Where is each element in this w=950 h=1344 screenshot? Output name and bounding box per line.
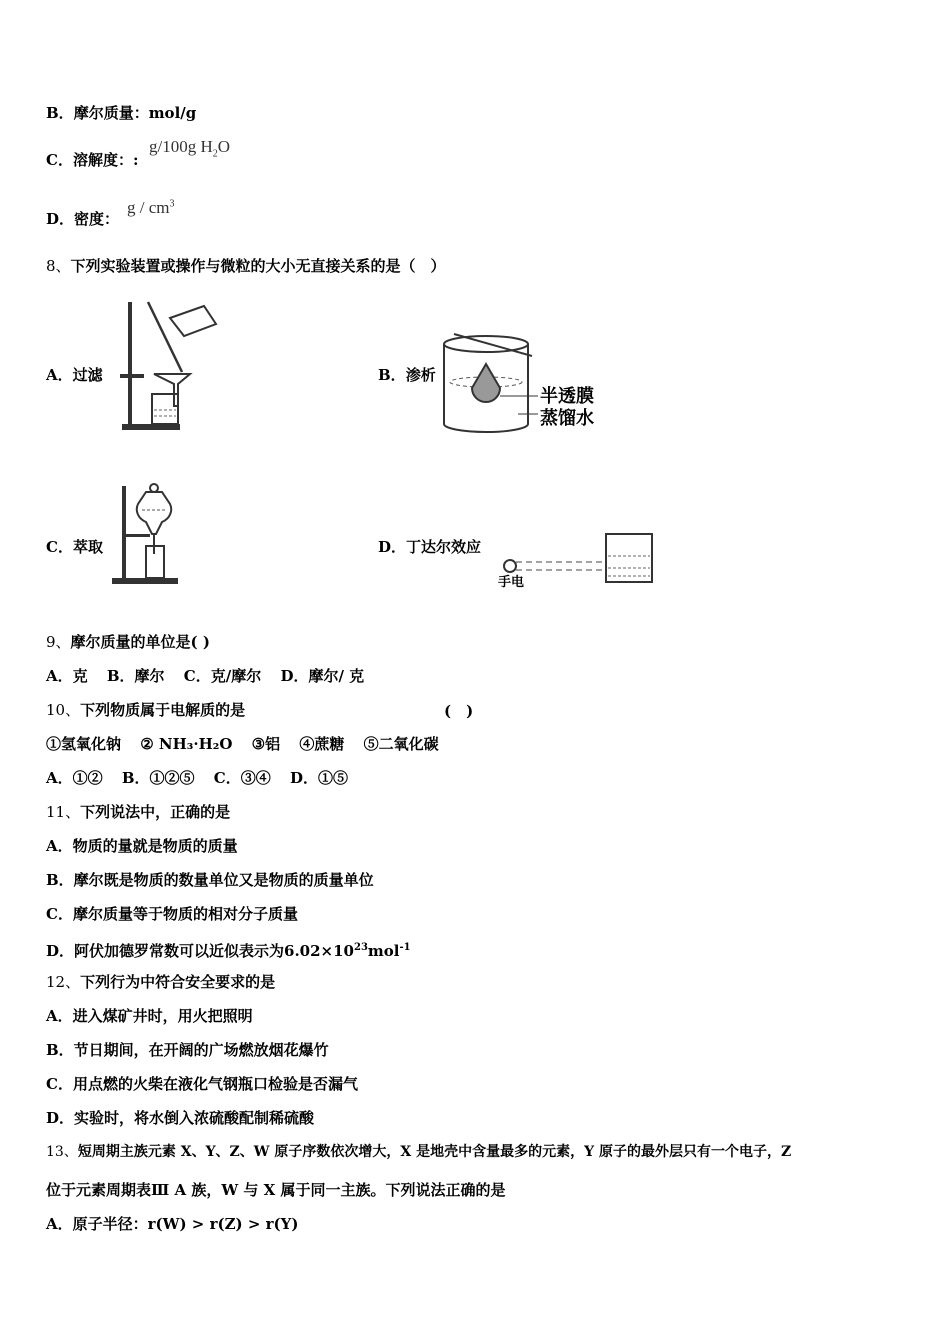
q11-option-b: B．摩尔既是物质的数量单位又是物质的质量单位 [46, 871, 374, 889]
q10-stem: 10、下列物质属于电解质的是 [46, 701, 246, 719]
q7-d-unit: g / $cm^3$ [127, 198, 175, 217]
q13-stem-line1: 13、短周期主族元素 X、Y、Z、W 原子序数依次增大，X 是地壳中含量最多的元素，Y 原子的最外层只有一个电子，Z [46, 1144, 792, 1160]
q10-option-c: C．③④ [213, 769, 271, 787]
q9-option-a: A．克 [46, 667, 88, 685]
q12-stem: 12、下列行为中符合安全要求的是 [46, 973, 276, 991]
q11-option-c: C．摩尔质量等于物质的相对分子质量 [46, 905, 298, 923]
q8-option-b: B．渗析 [378, 366, 436, 384]
q12-option-d: D．实验时，将水倒入浓硫酸配制稀硫酸 [46, 1109, 315, 1127]
q9-option-b: B．摩尔 [106, 667, 165, 685]
tyndall-figure [496, 528, 666, 592]
q7-c-unit: g/100g $H_2O$ [149, 137, 231, 160]
q10-option-a: A．①② [46, 769, 103, 787]
dialysis-membrane-label: 半透膜 [540, 386, 594, 407]
q12-option-b: B．节日期间，在开阔的广场燃放烟花爆竹 [46, 1041, 329, 1059]
q13-option-a: A．原子半径：r(W) > r(Z) > r(Y) [46, 1215, 299, 1233]
q8-option-d: D．丁达尔效应 [378, 538, 482, 556]
q10-item-3: ③铝 [251, 735, 281, 753]
dialysis-water-label: 蒸馏水 [540, 408, 594, 429]
q13-stem-line2: 位于元素周期表Ⅲ A 族，W 与 X 属于同一主族。下列说法正确的是 [46, 1181, 506, 1199]
q10-item-2: ② NH₃·H₂O [140, 735, 233, 753]
q9-stem: 9、摩尔质量的单位是( ) [46, 633, 210, 651]
q11-option-a: A．物质的量就是物质的质量 [46, 837, 238, 855]
q7-option-b: B．摩尔质量：mol/g [46, 104, 197, 122]
q10-item-5: ⑤二氧化碳 [363, 735, 439, 753]
q8-option-a: A．过滤 [46, 366, 103, 384]
filtration-figure [118, 298, 223, 434]
q9-option-d: D．摩尔/ 克 [280, 667, 365, 685]
q12-option-a: A．进入煤矿井时，用火把照明 [46, 1007, 253, 1025]
q10-bracket: ( ) [444, 702, 474, 720]
extraction-figure [110, 482, 182, 586]
q9-options [46, 666, 364, 686]
q9-option-c: C．克/摩尔 [183, 667, 262, 685]
q11-option-d: D．阿伏加德罗常数可以近似表示为$6.02\times 10^{23}mol^{-1}$ [46, 942, 411, 960]
q7-option-d: D．密度： [46, 210, 120, 228]
q8-option-c: C．萃取 [46, 538, 103, 556]
flashlight-label: 手电 [498, 575, 525, 590]
q10-item-1: ①氢氧化钠 [46, 735, 122, 753]
dialysis-figure [442, 330, 612, 436]
q10-items [46, 734, 439, 754]
q12-option-c: C．用点燃的火柴在液化气钢瓶口检验是否漏气 [46, 1075, 358, 1093]
q10-options [46, 768, 348, 788]
q10-option-d: D．①⑤ [289, 769, 348, 787]
q7-option-c: C．溶解度：: [46, 151, 139, 169]
q10-item-4: ④蔗糖 [299, 735, 345, 753]
q8-stem: 8、下列实验装置或操作与微粒的大小无直接关系的是（ ） [46, 257, 446, 275]
q10-option-b: B．①②⑤ [121, 769, 195, 787]
q11-stem: 11、下列说法中，正确的是 [46, 803, 231, 821]
